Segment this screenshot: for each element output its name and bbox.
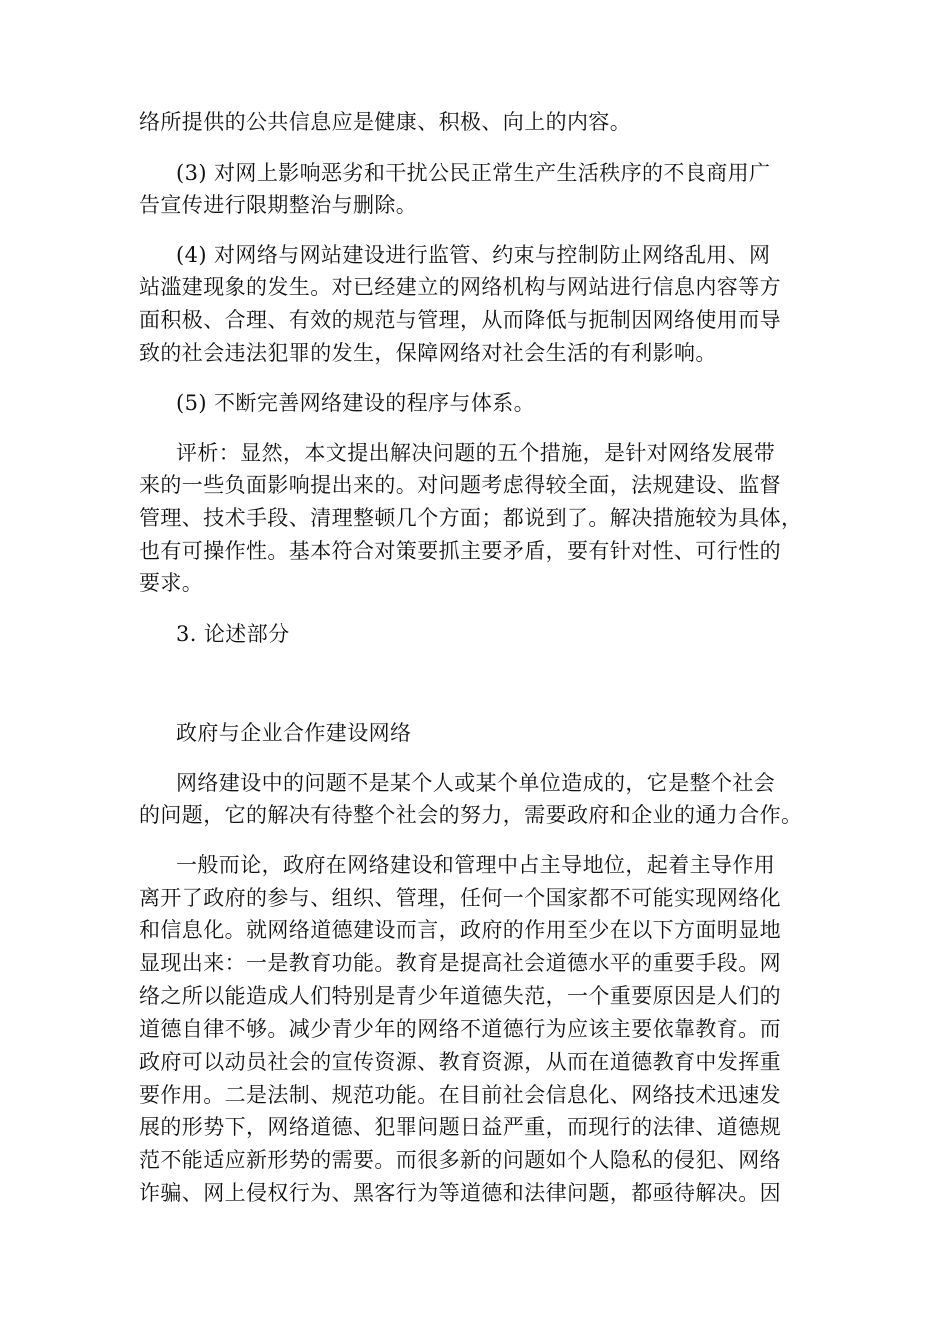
text-line: 范不能适应新形势的需要。而很多新的问题如个人隐私的侵犯、网络: [139, 1148, 781, 1172]
text-line: 展的形势下，网络道德、犯罪问题日益严重，而现行的法律、道德规: [139, 1115, 781, 1139]
text-line: 站滥建现象的发生。对已经建立的网络机构与网站进行信息内容等方: [139, 275, 781, 299]
text-line: 络所提供的公共信息应是健康、积极、向上的内容。: [139, 110, 632, 134]
text-line: 诈骗、网上侵权行为、黑客行为等道德和法律问题，都亟待解决。因: [139, 1181, 781, 1205]
text-line: 面积极、合理、有效的规范与管理，从而降低与扼制因网络使用而导: [139, 308, 781, 332]
text-line: 要作用。二是法制、规范功能。在目前社会信息化、网络技术迅速发: [139, 1083, 781, 1107]
title-text: 政府与企业合作建设网络: [176, 721, 412, 745]
text-line: 致的社会违法犯罪的发生，保障网络对社会生活的有利影响。: [139, 341, 717, 365]
text-line: 一般而论，政府在网络建设和管理中占主导地位，起着主导作用: [176, 853, 776, 877]
text-line: 显现出来：一是教育功能。教育是提高社会道德水平的重要手段。网: [139, 951, 781, 975]
text-line: 道德自律不够。减少青少年的网络不道德行为应该主要依靠教育。而: [139, 1017, 781, 1041]
text-line: (4) 对网络与网站建设进行监管、约束与控制防止网络乱用、网: [176, 243, 771, 267]
text-line: (3) 对网上影响恶劣和干扰公民正常生产生活秩序的不良商用广: [176, 161, 771, 185]
text-line: 管理、技术手段、清理整顿几个方面；都说到了。解决措施较为具体，: [139, 506, 803, 530]
text-line: 的问题，它的解决有待整个社会的努力，需要政府和企业的通力合作。: [139, 803, 803, 827]
text-line: 政府可以动员社会的宣传资源、教育资源，从而在道德教育中发挥重: [139, 1050, 781, 1074]
text-line: 要求。: [139, 571, 204, 595]
text-line: 告宣传进行限期整治与删除。: [139, 193, 418, 217]
text-line: 网络建设中的问题不是某个人或某个单位造成的，它是整个社会: [176, 771, 776, 795]
text-line: 和信息化。就网络道德建设而言，政府的作用至少在以下方面明显地: [139, 918, 781, 942]
text-line: (5) 不断完善网络建设的程序与体系。: [176, 391, 536, 415]
text-line: 评析：显然，本文提出解决问题的五个措施，是针对网络发展带: [176, 441, 776, 465]
text-line: 离开了政府的参与、组织、管理，任何一个国家都不可能实现网络化: [139, 886, 781, 910]
text-line: 来的一些负面影响提出来的。对问题考虑得较全面，法规建设、监督: [139, 473, 781, 497]
text-line: 也有可操作性。基本符合对策要抓主要矛盾，要有针对性、可行性的: [139, 539, 781, 563]
text-line: 络之所以能造成人们特别是青少年道德失范，一个重要原因是人们的: [139, 984, 781, 1008]
heading-text: 3. 论述部分: [176, 622, 290, 646]
